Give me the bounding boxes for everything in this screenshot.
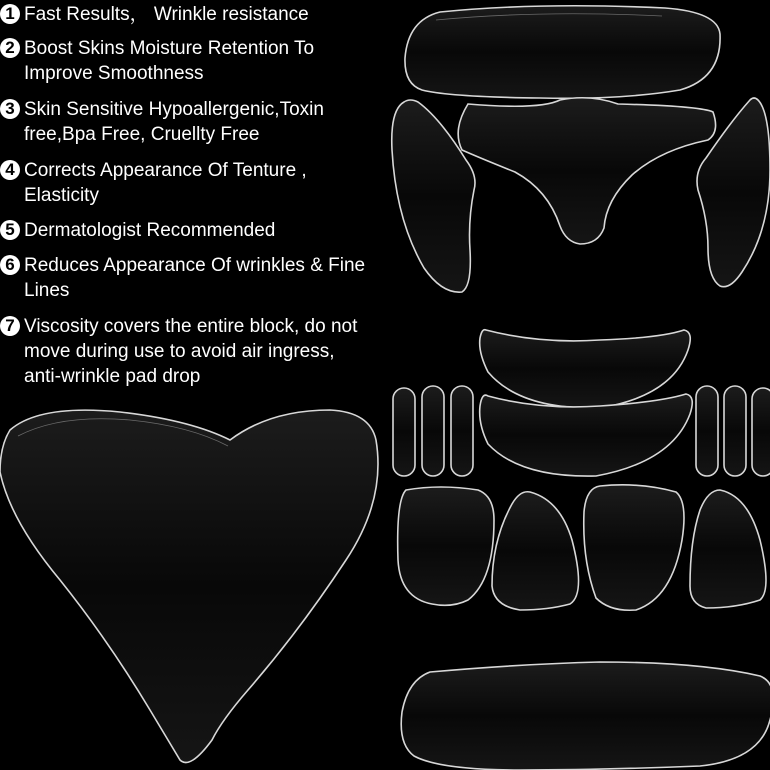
glabella-pad (458, 98, 715, 244)
feature-text-7: Viscosity covers the entire block, do not move during use to avoid air ingress, anti-wrinkle pad drop (24, 316, 358, 387)
under-eye-crescent-lower (480, 394, 693, 476)
number-badge-5: 5 (0, 220, 20, 240)
lip-line-strip-1 (393, 388, 415, 476)
feature-text-3: Skin Sensitive Hypoallergenic,Toxin free,Bpa Free, Cruellty Free (24, 99, 324, 145)
feature-text-6: Reduces Appearance Of wrinkles & Fine Lines (24, 255, 366, 301)
corner-pad-2 (492, 492, 579, 610)
lip-line-strip-5 (724, 386, 746, 476)
number-badge-2: 2 (0, 38, 20, 58)
number-badge-1: 1 (0, 4, 20, 24)
lip-line-strip-2 (422, 386, 444, 476)
smile-line-pad (401, 662, 770, 770)
number-badge-7: 7 (0, 316, 20, 336)
lip-line-strip-3 (451, 386, 473, 476)
lip-line-strip-6 (752, 388, 770, 476)
under-eye-crescent-upper (480, 330, 691, 408)
number-badge-3: 3 (0, 99, 20, 119)
lip-line-strip-4 (696, 386, 718, 476)
forehead-pad (405, 6, 720, 99)
feature-text-1: Fast Results， Wrinkle resistance (24, 4, 309, 25)
feature-text-2: Boost Skins Moisture Retention To Improve Smoothness (24, 38, 315, 84)
corner-pad-3 (584, 485, 684, 610)
corner-pad-1 (398, 487, 494, 605)
feature-text-4: Corrects Appearance Of Tenture , Elasticity (24, 160, 307, 206)
number-badge-6: 6 (0, 255, 20, 275)
corner-pad-4 (690, 490, 766, 608)
number-badge-4: 4 (0, 160, 20, 180)
feature-text-5: Dermatologist Recommended (24, 220, 276, 241)
chest-heart-pad (0, 410, 378, 763)
